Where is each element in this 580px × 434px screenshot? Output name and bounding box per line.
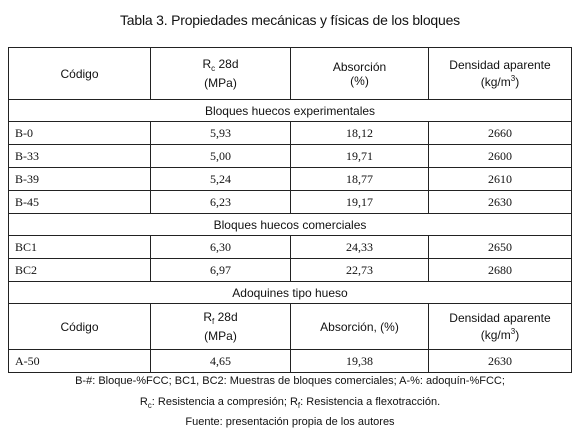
cell-rc: 5,93 — [151, 122, 291, 145]
header-row — [9, 48, 572, 100]
cell-density: 2610 — [429, 168, 572, 191]
header-density: Densidad aparente $(kg/m^3)$ — [429, 304, 572, 350]
cell-code: A-50 — [9, 350, 151, 373]
group-row-adoquines — [9, 282, 572, 304]
cell-absorption: 18,12 — [291, 122, 429, 145]
group-row-experimental — [9, 100, 572, 122]
cell-code: B-33 — [9, 145, 151, 168]
table-row — [9, 168, 572, 191]
group-label: Bloques huecos experimentales — [9, 100, 572, 122]
header-absorption: Absorción (%) — [291, 48, 429, 100]
header-rc: $R_c$ 28d (MPa) — [151, 48, 291, 100]
cell-density: 2650 — [429, 236, 572, 259]
cell-code: B-45 — [9, 191, 151, 214]
properties-table — [8, 47, 572, 373]
group-label: Adoquines tipo hueso — [9, 282, 572, 304]
cell-code: BC1 — [9, 236, 151, 259]
cell-absorption: 19,71 — [291, 145, 429, 168]
cell-rc: 5,00 — [151, 145, 291, 168]
table-row — [9, 350, 572, 373]
footnote-source: Fuente: presentación propia de los autores — [185, 416, 395, 428]
table-title: Tabla 3. Propiedades mecánicas y físicas de los bloques — [120, 12, 460, 28]
cell-rc: 6,23 — [151, 191, 291, 214]
cell-code: BC2 — [9, 259, 151, 282]
header-code: Código — [9, 48, 151, 100]
group-label: Bloques huecos comerciales — [9, 214, 572, 236]
cell-absorption: 19,38 — [291, 350, 429, 373]
header-code: Código — [9, 304, 151, 350]
cell-absorption: 19,17 — [291, 191, 429, 214]
cell-rc: 6,97 — [151, 259, 291, 282]
cell-code: B-0 — [9, 122, 151, 145]
cell-absorption: 18,77 — [291, 168, 429, 191]
footnote-resistances: $R_c$: Resistencia a compresión; $R_f$: Resistencia a flexotracción. — [139, 396, 441, 410]
header-absorption: Absorción, (%) — [291, 304, 429, 350]
cell-density: 2630 — [429, 191, 572, 214]
group-row-commercial — [9, 214, 572, 236]
cell-density: 2660 — [429, 122, 572, 145]
cell-density: 2680 — [429, 259, 572, 282]
cell-absorption: 24,33 — [291, 236, 429, 259]
cell-density: 2600 — [429, 145, 572, 168]
header-density: Densidad aparente $(kg/m^3)$ — [429, 48, 572, 100]
footnote-abbreviations: B-#: Bloque-%FCC; BC1, BC2: Muestras de bloques comerciales; A-%: adoquín-%FCC; — [75, 375, 505, 387]
table-row — [9, 236, 572, 259]
table-row — [9, 145, 572, 168]
cell-absorption: 22,73 — [291, 259, 429, 282]
table-row — [9, 259, 572, 282]
cell-density: 2630 — [429, 350, 572, 373]
cell-rf: 4,65 — [151, 350, 291, 373]
table-row — [9, 122, 572, 145]
header-row-adoquines — [9, 304, 572, 350]
cell-rc: 6,30 — [151, 236, 291, 259]
table-row — [9, 191, 572, 214]
cell-rc: 5,24 — [151, 168, 291, 191]
header-rf: $R_f$ 28d (MPa) — [151, 304, 291, 350]
cell-code: B-39 — [9, 168, 151, 191]
